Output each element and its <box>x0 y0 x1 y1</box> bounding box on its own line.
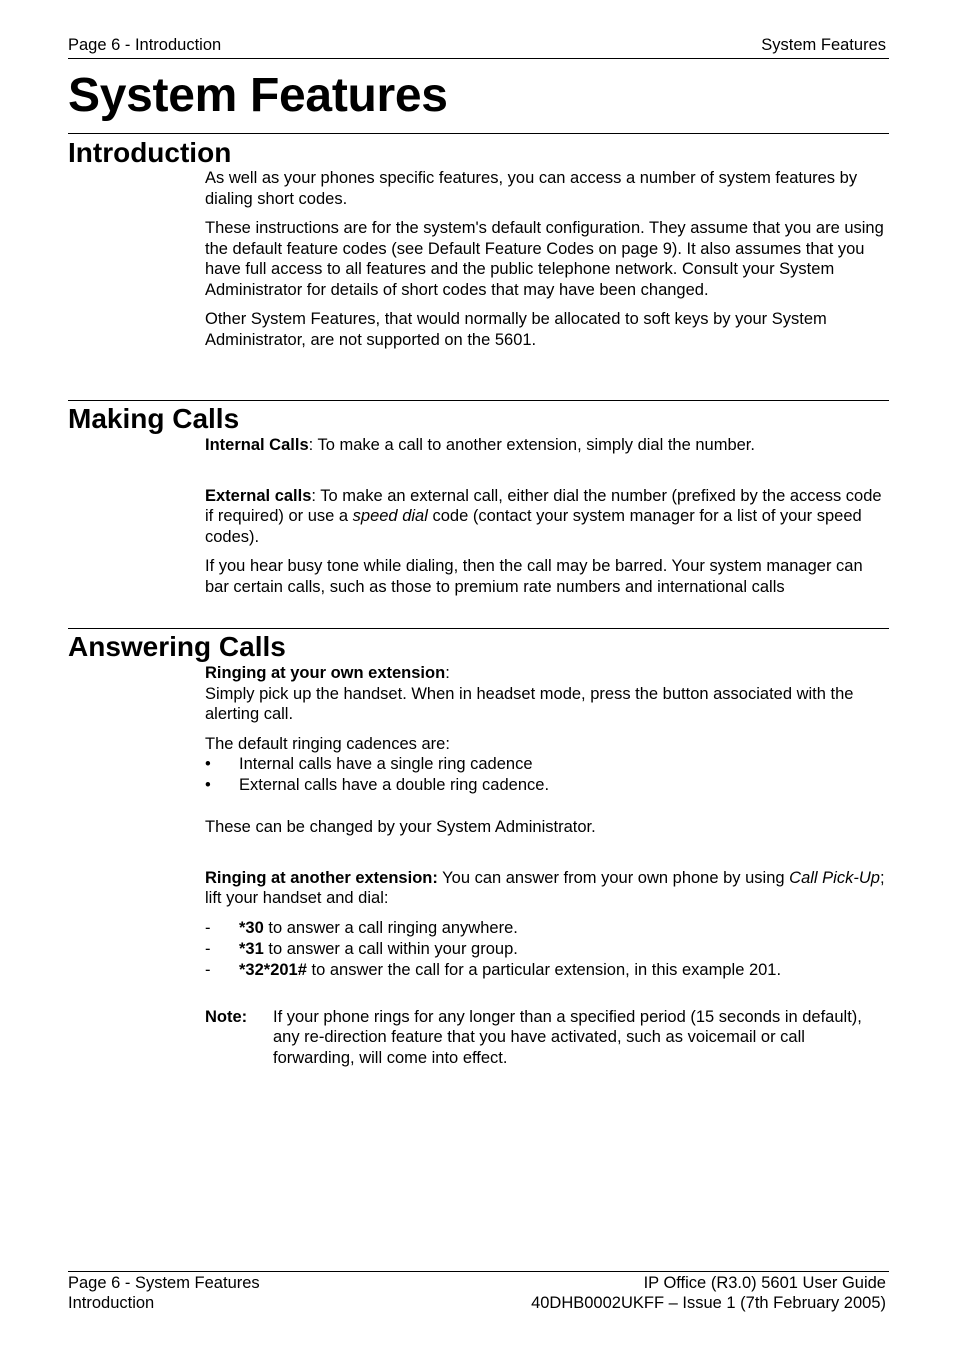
own-extension-text: Simply pick up the handset. When in headset mode, press the button associated with the alerting call. <box>205 684 854 723</box>
internal-calls-paragraph <box>205 435 889 456</box>
pickup-code: *31 <box>239 939 264 958</box>
dash-marker: - <box>205 939 211 958</box>
changed-by-admin-text: These can be changed by your System Administrator. <box>205 818 596 836</box>
bullet-icon: • <box>205 755 211 773</box>
another-extension-label: Ringing at another extension: <box>205 868 438 887</box>
bullet-icon: • <box>205 776 211 794</box>
footer-left <box>68 1273 260 1313</box>
footer-right <box>531 1273 886 1313</box>
footer-left-line-1: Page 6 - System Features <box>68 1274 260 1292</box>
intro-paragraph-2: These instructions are for the system's default configuration. They assume that you are using the default feature codes (see Default Feature Codes on page 9). It also assumes that you have full access to all features and the public telephone network. Consult your System Administrator for details of short codes that may have been changed. <box>205 219 884 299</box>
list-item: - *32*201# to answer the call for a particular extension, in this example 201. <box>205 960 782 979</box>
running-header <box>68 36 886 56</box>
list-item: • External calls have a double ring cadence. <box>205 776 550 794</box>
cadence-list <box>205 754 889 796</box>
footer-left-line-2: Introduction <box>68 1294 155 1312</box>
external-calls-text-2: code (contact your system manager for a list of your speed codes). <box>205 507 862 546</box>
list-item: • Internal calls have a single ring cadence <box>205 755 533 773</box>
dash-marker: - <box>205 918 211 937</box>
own-extension-colon: : <box>445 664 450 682</box>
internal-calls-text: : To make a call to another extension, simply dial the number. <box>308 436 755 454</box>
external-calls-text-1: : To make an external call, either dial the number (prefixed by the access code if required) or use a <box>205 486 882 525</box>
internal-calls-label: Internal Calls <box>205 436 309 454</box>
note-block <box>205 1007 889 1069</box>
footer-right-line-1: IP Office (R3.0) 5601 User Guide <box>643 1274 886 1292</box>
speed-dial-term: speed dial <box>352 507 428 525</box>
pickup-code: *30 <box>239 918 264 937</box>
section-heading-answering-calls: Answering Calls <box>68 631 286 662</box>
answering-calls-body <box>205 663 889 1068</box>
list-item: - *30 to answer a call ringing anywhere. <box>205 918 518 937</box>
note-label: Note: <box>205 1007 248 1026</box>
footer-right-line-2: 40DHB0002UKFF – Issue 1 (7th February 2005) <box>531 1294 886 1312</box>
section-rule-making-calls <box>68 400 889 401</box>
section-heading-introduction: Introduction <box>68 137 232 168</box>
intro-paragraph-3: Other System Features, that would normally be allocated to soft keys by your System Administrator, are not supported on the 5601. <box>205 310 827 349</box>
header-rule <box>68 58 889 59</box>
call-pickup-term: Call Pick-Up <box>789 868 880 887</box>
pickup-code: *32*201# <box>239 960 307 979</box>
footer-rule <box>68 1271 889 1272</box>
pickup-codes-list <box>205 918 889 981</box>
busy-tone-paragraph: If you hear busy tone while dialing, then the call may be barred. Your system manager can bar certain calls, such as those to premium rate numbers and international calls <box>205 557 863 596</box>
dash-marker: - <box>205 960 211 979</box>
page-title: System Features <box>68 69 448 122</box>
header-right: System Features <box>761 36 886 54</box>
header-left: Page 6 - Introduction <box>68 36 222 54</box>
introduction-body <box>205 168 889 359</box>
list-item: - *31 to answer a call within your group. <box>205 939 518 958</box>
another-extension-paragraph: Ringing at another extension: You can answer from your own phone by using Call Pick-Up; lift your handset and dial: <box>205 868 885 907</box>
own-extension-label: Ringing at your own extension <box>205 664 446 682</box>
external-calls-label: External calls <box>205 486 312 505</box>
section-rule-answering-calls <box>68 628 889 629</box>
note-text: If your phone rings for any longer than a specified period (15 seconds in default), any re-direction feature that you have activated, such as voicemail or call forwarding, will come into effect. <box>273 1007 862 1067</box>
intro-paragraph-1: As well as your phones specific features, you can access a number of system features by dialing short codes. <box>205 169 858 208</box>
own-extension-heading <box>205 663 889 684</box>
cadence-intro: The default ringing cadences are: <box>205 734 450 753</box>
title-rule <box>68 133 889 134</box>
section-heading-making-calls: Making Calls <box>68 403 240 434</box>
making-calls-body <box>205 435 889 606</box>
external-calls-paragraph <box>205 486 889 548</box>
